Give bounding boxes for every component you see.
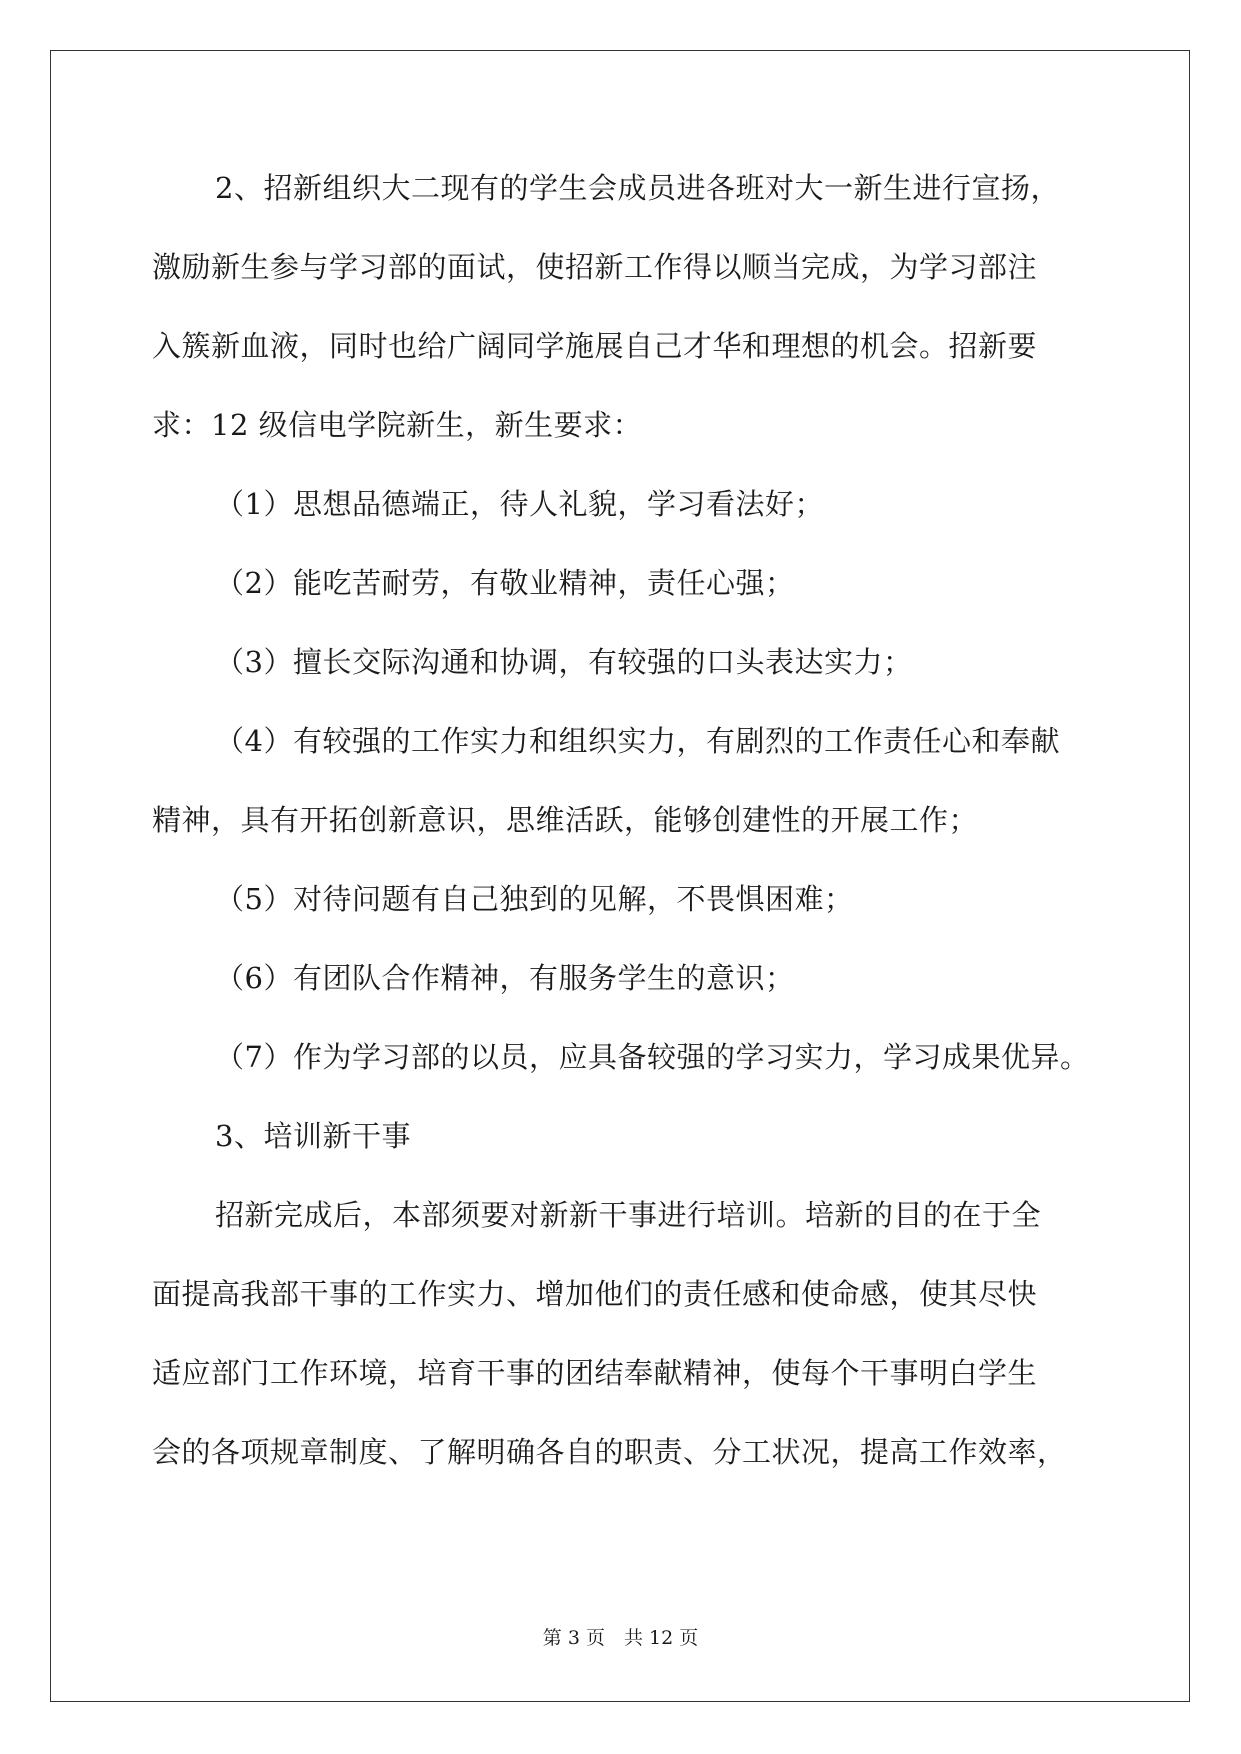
list-item: （3）擅长交际沟通和协调，有较强的口头表达实力；: [215, 645, 913, 679]
paragraph-line: 适应部门工作环境，培育干事的团结奉献精神，使每个干事明白学生: [152, 1356, 1038, 1390]
list-item: （5）对待问题有自己独到的见解，不畏惧困难；: [215, 882, 854, 916]
list-item: （2）能吃苦耐劳，有敬业精神，责任心强；: [215, 566, 795, 600]
paragraph-line: 2、招新组织大二现有的学生会成员进各班对大一新生进行宣扬，: [215, 171, 1060, 205]
paragraph-line: 精神，具有开拓创新意识，思维活跃，能够创建性的开展工作；: [152, 803, 979, 837]
paragraph-line: 招新完成后，本部须要对新新干事进行培训。培新的目的在于全: [215, 1198, 1042, 1232]
list-item: （7）作为学习部的以员，应具备较强的学习实力，学习成果优异。: [215, 1040, 1090, 1074]
paragraph-line: 入簇新血液，同时也给广阔同学施展自己才华和理想的机会。招新要: [152, 329, 1038, 363]
paragraph-line: 求：12 级信电学院新生，新生要求：: [152, 408, 643, 442]
page-number: 第 3 页 共 12 页: [542, 1627, 699, 1649]
section-heading: 3、培训新干事: [215, 1119, 411, 1153]
list-item: （6）有团队合作精神，有服务学生的意识；: [215, 961, 795, 995]
paragraph-line: 面提高我部干事的工作实力、增加他们的责任感和使命感，使其尽快: [152, 1277, 1038, 1311]
list-item: （4）有较强的工作实力和组织实力，有剧烈的工作责任心和奉献: [215, 724, 1060, 758]
paragraph-line: 会的各项规章制度、了解明确各自的职责、分工状况，提高工作效率，: [152, 1435, 1067, 1469]
paragraph-line: 激励新生参与学习部的面试，使招新工作得以顺当完成，为学习部注: [152, 250, 1038, 284]
list-item: （1）思想品德端正，待人礼貌，学习看法好；: [215, 487, 824, 521]
